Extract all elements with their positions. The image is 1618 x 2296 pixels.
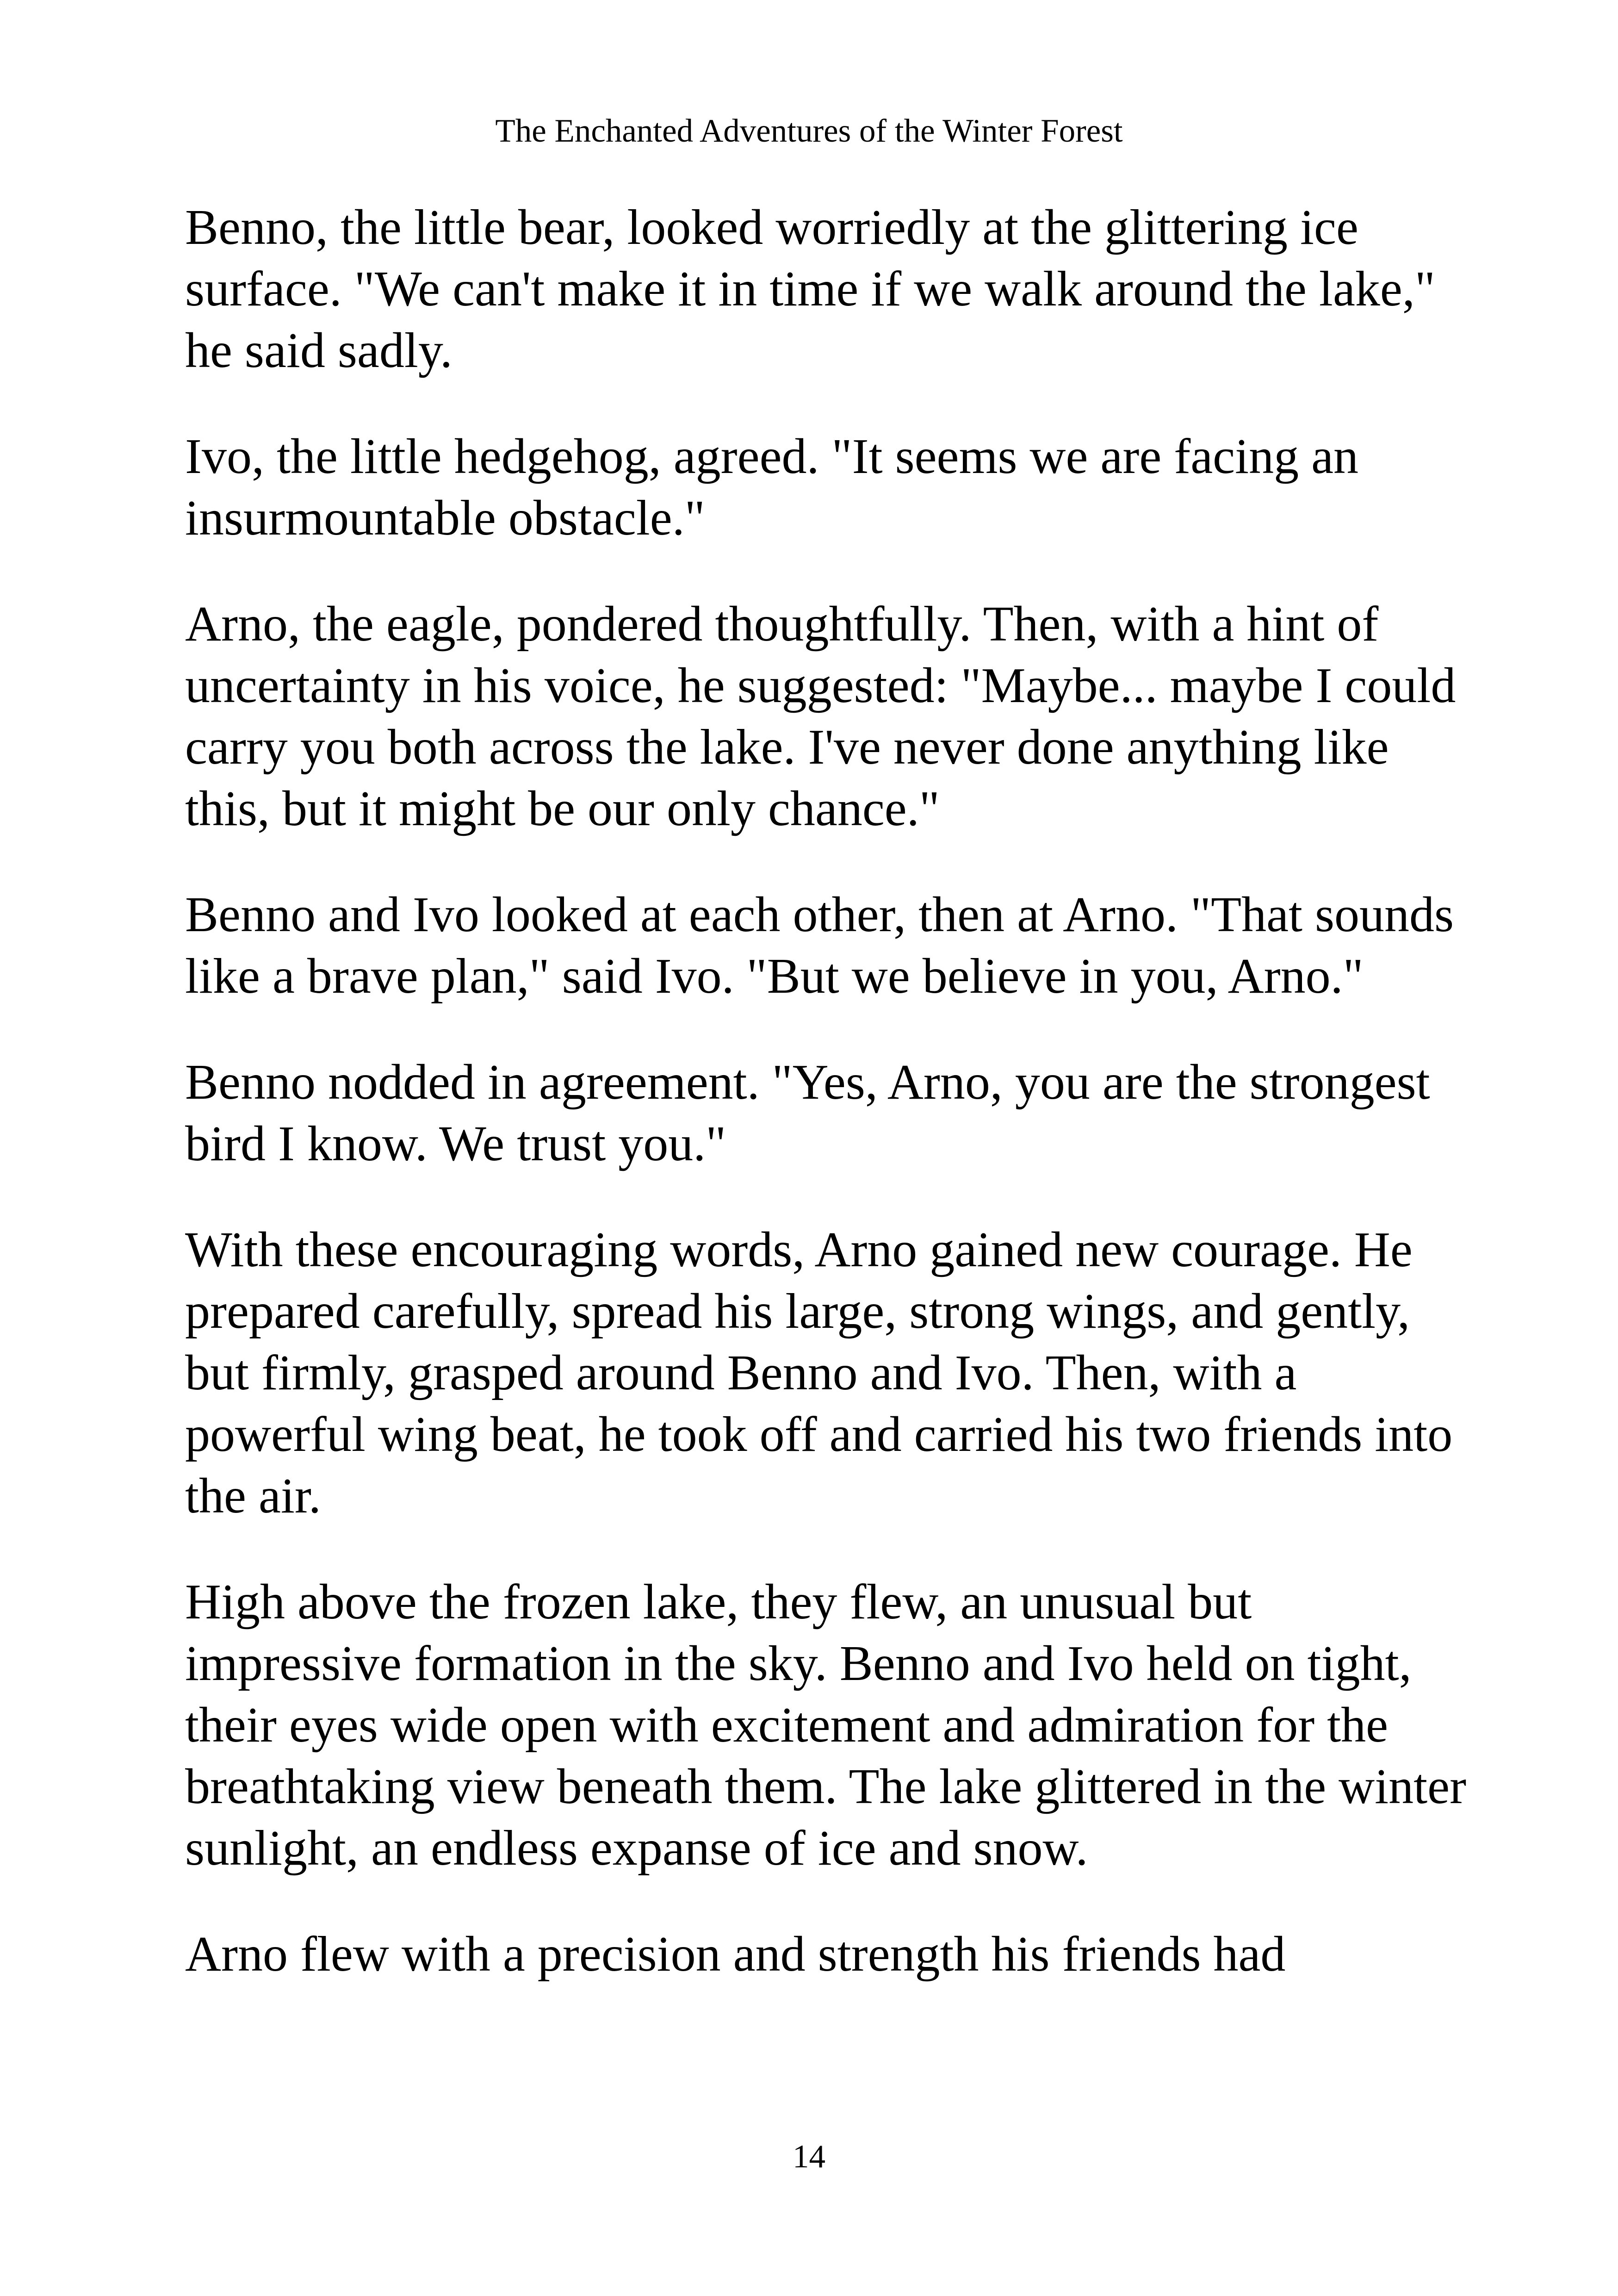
paragraph: With these encouraging words, Arno gained new courage. He prepared carefully, spread his large, strong wings, and gently, but firmly, grasped around Benno and Ivo. Then, with a powerful wing beat, he took off and carried his two friends into the air.	[185, 1222, 1453, 1524]
body-text	[185, 197, 1481, 2029]
page-number: 14	[793, 2139, 825, 2175]
paragraph: Benno nodded in agreement. "Yes, Arno, you are the strongest bird I know. We trust you."	[185, 1055, 1430, 1171]
paragraph: Ivo, the little hedgehog, agreed. "It seems we are facing an insurmountable obstacle."	[185, 429, 1359, 546]
paragraph: Arno, the eagle, pondered thoughtfully. Then, with a hint of uncertainty in his voice, he suggested: "Maybe... maybe I could carry you both across the lake. I've never done anything like this, but it might be our only chance."	[185, 597, 1456, 836]
paragraph: Benno and Ivo looked at each other, then at Arno. "That sounds like a brave plan," said Ivo. "But we believe in you, Arno."	[185, 887, 1454, 1004]
paragraph: High above the frozen lake, they flew, an unusual but impressive formation in the sky. Benno and Ivo held on tight, their eyes wide open with excitement and admiration for the breathtaking view beneath them. The lake glittered in the winter sunlight, an endless expanse of ice and snow.	[185, 1574, 1467, 1876]
paragraph: Arno flew with a precision and strength his friends had	[185, 1927, 1286, 1982]
paragraph: Benno, the little bear, looked worriedly at the glittering ice surface. "We can't make it in time if we walk around the lake," he said sadly.	[185, 200, 1435, 378]
running-header: The Enchanted Adventures of the Winter Forest	[495, 113, 1123, 149]
